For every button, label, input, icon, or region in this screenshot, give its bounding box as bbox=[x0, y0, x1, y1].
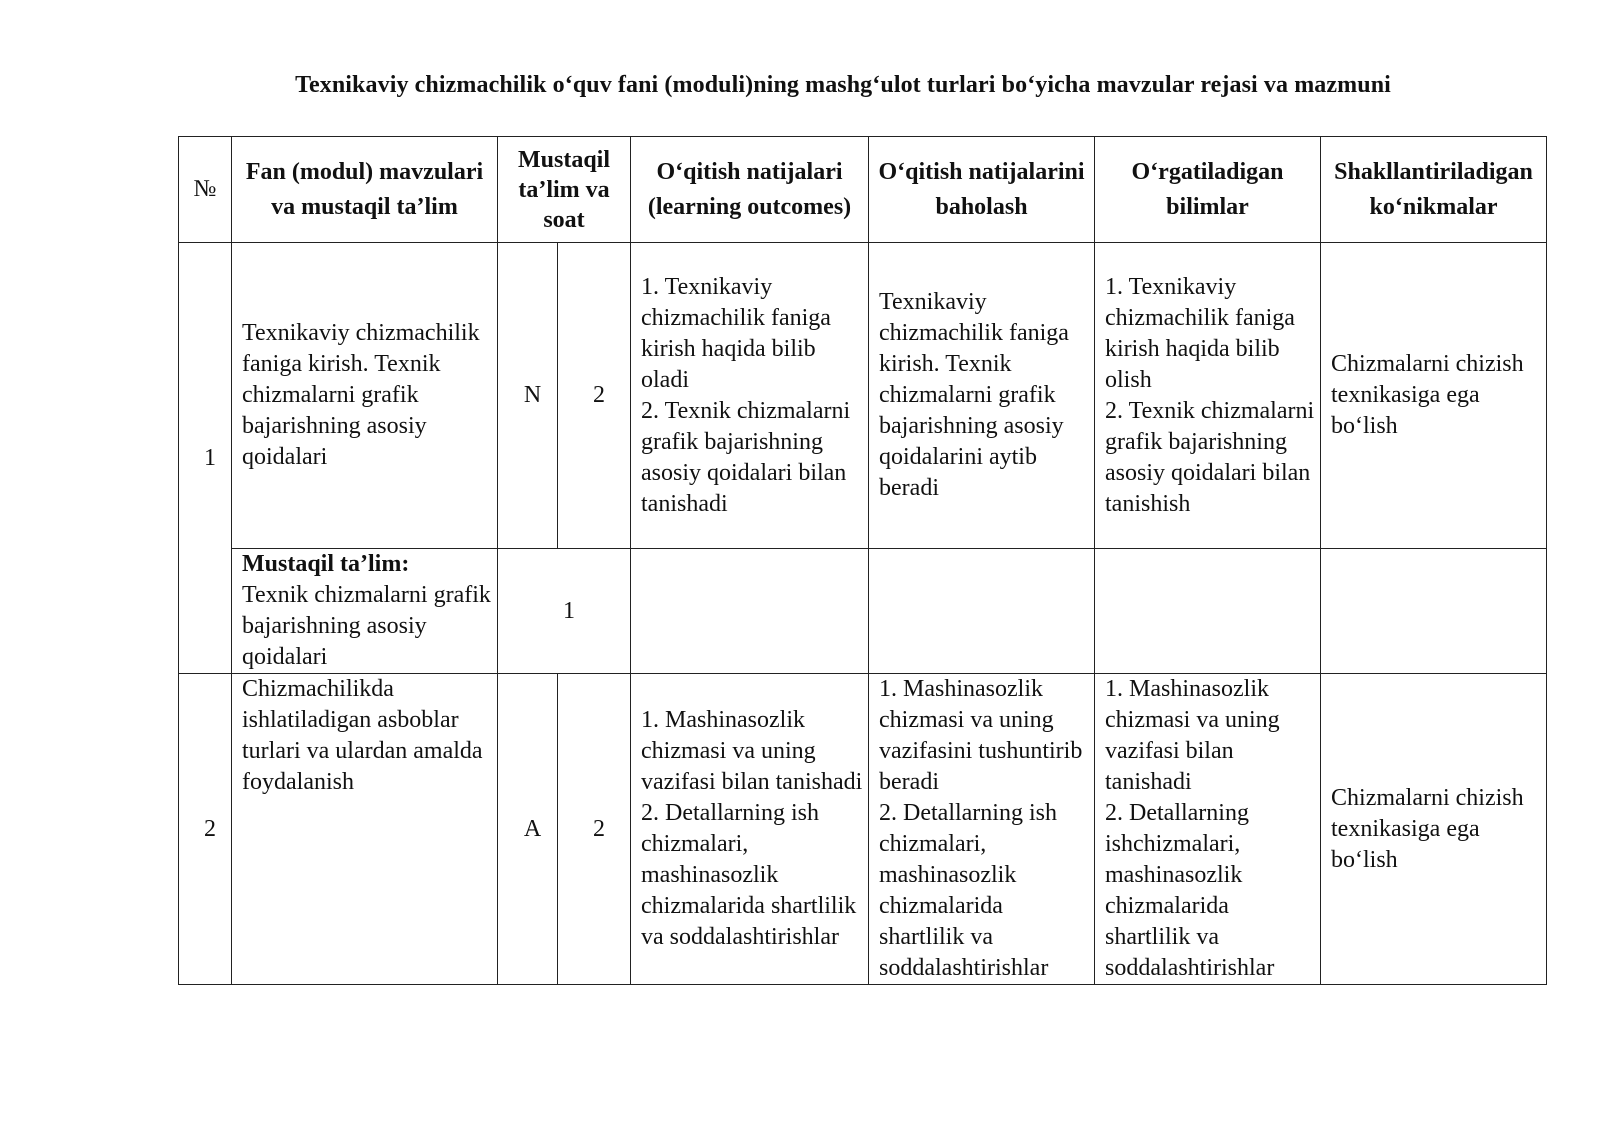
knowledge-cell: 1. Texnikaviy chizmachilik faniga kirish haqida bilib olish 2. Texnik chizmalarni grafik bajarishning asosiy qoidalari bilan tanishish bbox=[1095, 243, 1321, 549]
independent-study-label: Mustaqil ta’lim: bbox=[242, 551, 410, 577]
table-row-independent bbox=[179, 549, 1547, 674]
hours-cell: 2 bbox=[558, 243, 631, 549]
header-topics: Fan (modul) mavzulari va mustaqil ta’lim bbox=[232, 137, 498, 243]
independent-study-cell bbox=[232, 549, 498, 674]
skills-cell: Chizmalarni chizish texnikasiga ega bo‘lish bbox=[1321, 243, 1547, 549]
header-outcomes: O‘qitish natijalari (learning outcomes) bbox=[631, 137, 869, 243]
header-skills: Shakllantiriladigan ko‘nikmalar bbox=[1321, 137, 1547, 243]
topics-plan-table bbox=[178, 136, 1547, 985]
independent-study-text: Texnik chizmalarni grafik bajarishning asosiy qoidalari bbox=[242, 582, 491, 670]
row-number: 1 bbox=[179, 243, 232, 674]
table-header-row bbox=[179, 137, 1547, 243]
table-row bbox=[179, 674, 1547, 985]
knowledge-cell: 1. Mashinasozlik chizmasi va uning vazifasi bilan tanishadi 2. Detallarning ishchizmalari, mashinasozlik chizmalarida shartlilik va soddalashtirishlar bbox=[1095, 674, 1321, 985]
row-number: 2 bbox=[179, 674, 232, 985]
outcomes-cell: 1. Texnikaviy chizmachilik faniga kirish haqida bilib oladi 2. Texnik chizmalarni grafik bajarishning asosiy qoidalari bilan tanishadi bbox=[631, 243, 869, 549]
header-number: № bbox=[179, 137, 232, 243]
empty-cell bbox=[631, 549, 869, 674]
topic-cell: Chizmachilikda ishlatiladigan asboblar turlari va ulardan amalda foydalanish bbox=[232, 674, 498, 985]
empty-cell bbox=[869, 549, 1095, 674]
topic-cell: Texnikaviy chizmachilik faniga kirish. Texnik chizmalarni grafik bajarishning asosiy qoidalari bbox=[232, 243, 498, 549]
header-assessment: O‘qitish natijalarini baholash bbox=[869, 137, 1095, 243]
independent-hours-cell: 1 bbox=[498, 549, 631, 674]
skills-cell: Chizmalarni chizish texnikasiga ega bo‘lish bbox=[1321, 674, 1547, 985]
assessment-cell: 1. Mashinasozlik chizmasi va uning vazifasini tushuntirib beradi 2. Detallarning ish chizmalari, mashinasozlik chizmalarida shartlilik va soddalashtirishlar bbox=[869, 674, 1095, 985]
hours-cell: 2 bbox=[558, 674, 631, 985]
table-row bbox=[179, 243, 1547, 549]
header-knowledge: O‘rgatiladigan bilimlar bbox=[1095, 137, 1321, 243]
outcomes-cell: 1. Mashinasozlik chizmasi va uning vazifasi bilan tanishadi 2. Detallarning ish chizmalari, mashinasozlik chizmalarida shartlilik va soddalashtirishlar bbox=[631, 674, 869, 985]
page-title: Texnikaviy chizmachilik o‘quv fani (moduli)ning mashg‘ulot turlari bo‘yicha mavzular rejasi va mazmuni bbox=[295, 72, 1391, 98]
header-independent-hours: Mustaqil ta’lim va soat bbox=[498, 137, 631, 243]
lesson-type-cell: A bbox=[498, 674, 558, 985]
lesson-type-cell: N bbox=[498, 243, 558, 549]
empty-cell bbox=[1095, 549, 1321, 674]
assessment-cell: Texnikaviy chizmachilik faniga kirish. Texnik chizmalarni grafik bajarishning asosiy qoidalarini aytib beradi bbox=[869, 243, 1095, 549]
empty-cell bbox=[1321, 549, 1547, 674]
